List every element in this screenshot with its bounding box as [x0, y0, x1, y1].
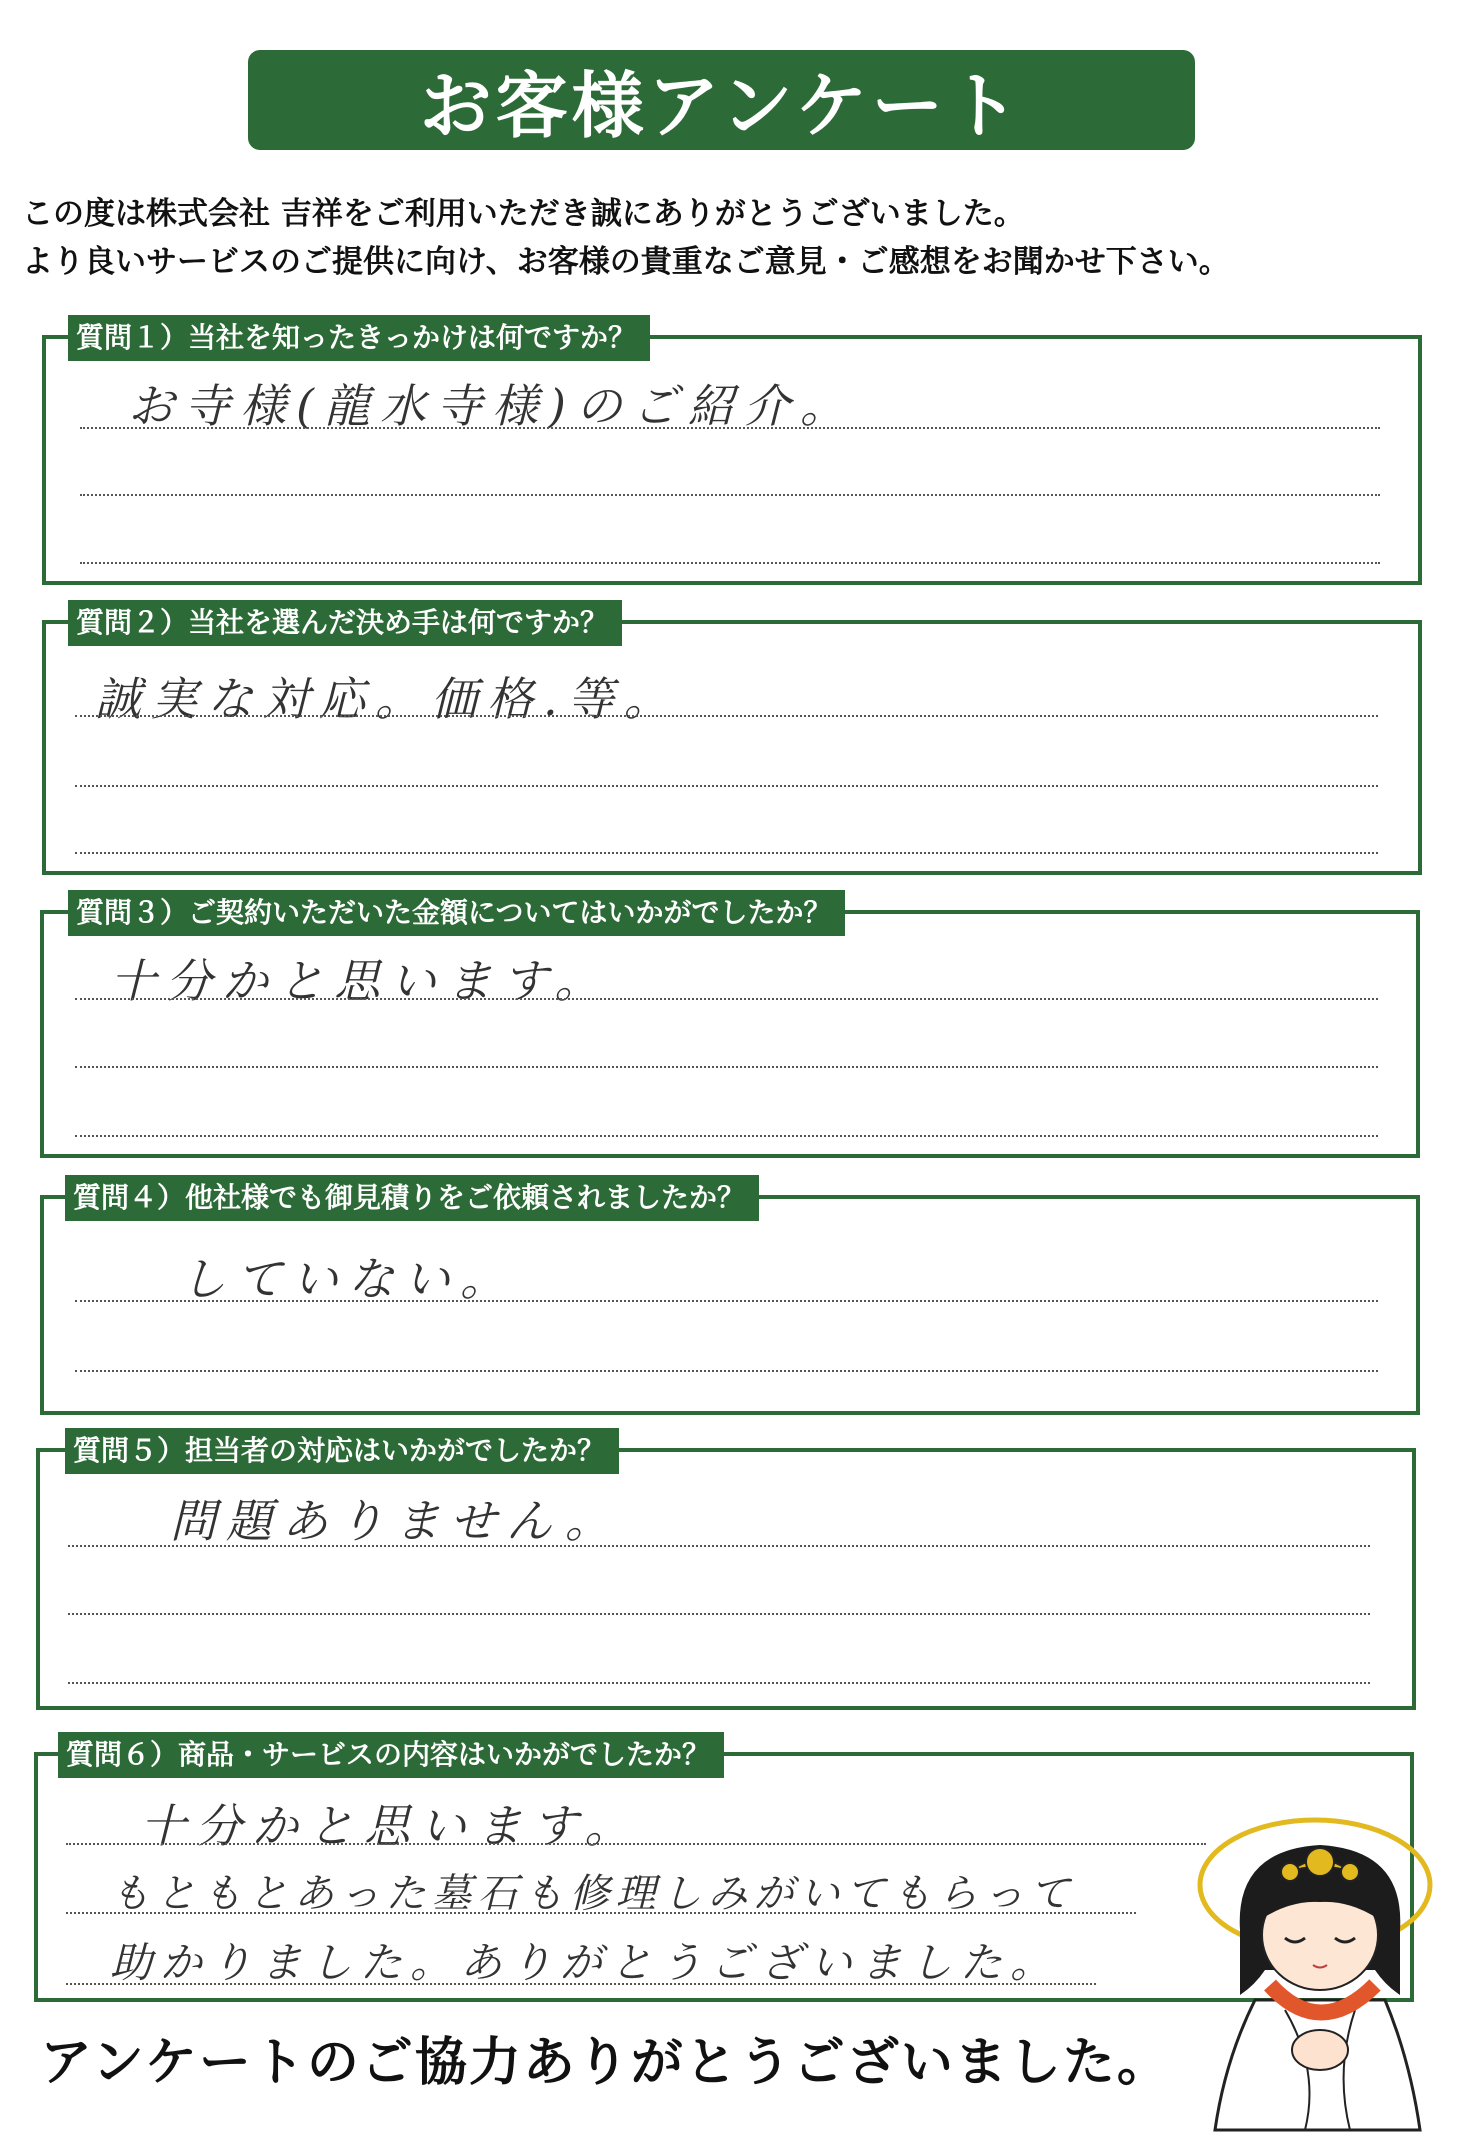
answer-line [75, 1370, 1378, 1372]
answer-line [66, 1912, 1136, 1914]
answer-line [75, 785, 1378, 787]
answer-line [80, 562, 1380, 564]
question-4-label: 質問４）他社様でも御見積りをご依頼されましたか？ [65, 1175, 759, 1221]
intro-line-1: この度は株式会社 吉祥をご利用いただき誠にありがとうございました。 [22, 196, 1025, 232]
page-title: お客様アンケート [419, 64, 1024, 148]
intro-line-2: より良いサービスのご提供に向け、お客様の貴重なご意見・ご感想をお聞かせ下さい。 [22, 244, 1230, 280]
question-6-answer-line-2: もともとあった墓石も修理しみがいてもらって [110, 1871, 1076, 1917]
question-5-label: 質問５）担当者の対応はいかがでしたか？ [65, 1428, 619, 1474]
question-1-label: 質問１）当社を知ったきっかけは何ですか？ [68, 315, 650, 361]
closing-message: アンケートのご協力ありがとうございました。 [40, 2033, 1171, 2093]
answer-line [66, 1843, 1206, 1845]
question-4-answer: していない。 [180, 1252, 516, 1306]
answer-line [68, 1682, 1370, 1684]
question-3-answer: 十分かと思います。 [110, 954, 611, 1008]
answer-line [68, 1613, 1370, 1615]
question-6-answer-line-3: 助かりました。ありがとうございました。 [110, 1938, 1061, 1987]
answer-line [80, 494, 1380, 496]
answer-line [66, 1983, 1096, 1985]
answer-line [75, 852, 1378, 854]
question-2-answer: 誠実な対応。価格.等。 [95, 672, 680, 726]
question-2-label: 質問２）当社を選んだ決め手は何ですか？ [68, 600, 622, 646]
answer-line [75, 715, 1378, 717]
intro-text [22, 190, 1462, 286]
answer-line [80, 427, 1380, 429]
answer-line [75, 1135, 1378, 1137]
question-2-box [42, 620, 1422, 875]
question-3-label: 質問３）ご契約いただいた金額についてはいかがでしたか？ [68, 890, 845, 936]
header-banner [248, 50, 1195, 150]
answer-line [75, 1300, 1378, 1302]
question-6-label: 質問６）商品・サービスの内容はいかがでしたか？ [58, 1732, 724, 1778]
answer-line [75, 1066, 1378, 1068]
goddess-mascot-icon [1185, 1810, 1455, 2150]
answer-line [75, 998, 1378, 1000]
question-5-answer: 問題ありません。 [170, 1494, 621, 1548]
question-1-answer: お寺様(龍水寺様)のご紹介。 [128, 379, 856, 433]
question-6-answer-line-1: 十分かと思います。 [140, 1799, 641, 1853]
answer-line [68, 1545, 1370, 1547]
